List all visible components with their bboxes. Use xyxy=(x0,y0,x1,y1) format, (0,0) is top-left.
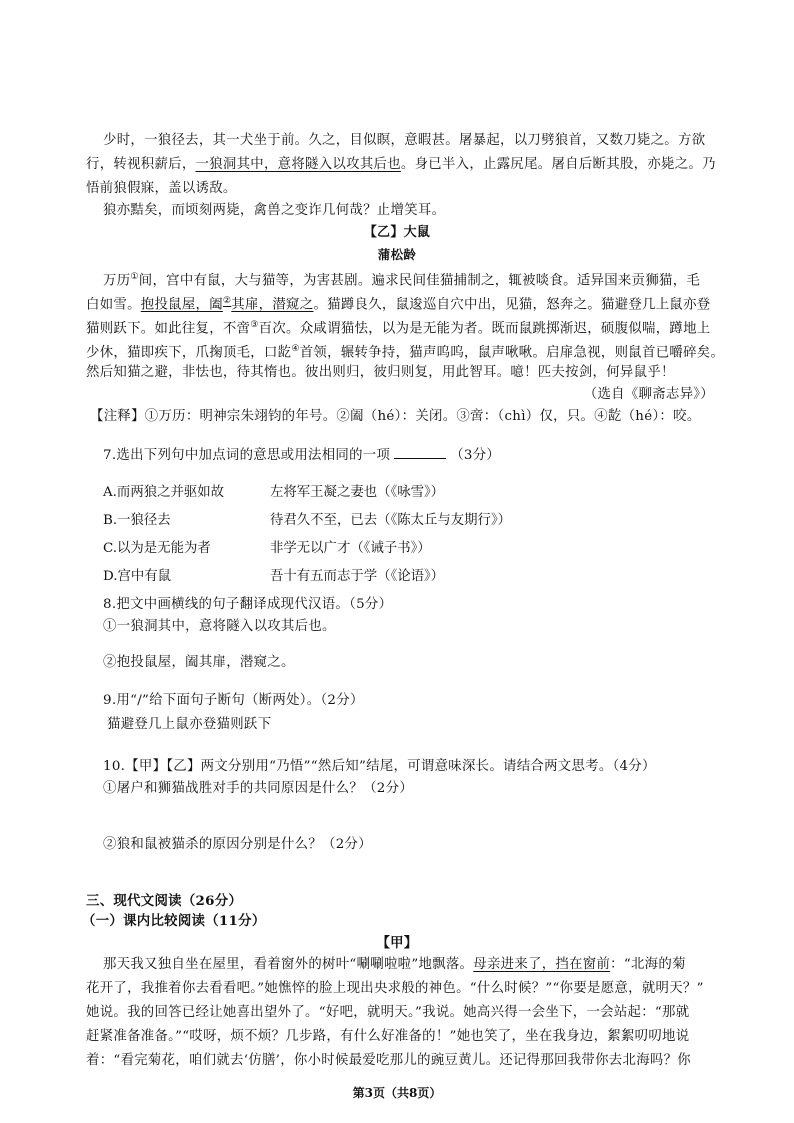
q7-option-c-compare: 非学无以广才（《诫子书》） xyxy=(270,541,431,556)
jia-line-3: 悟前狼假寐，盖以诱敌。 xyxy=(86,181,237,196)
s3-para-line-4: 赶紧准备准备。”“哎呀，烦不烦？几步路，有什么好准备的！”她也笑了，坐在我身边，絮絮叨叨地说 xyxy=(86,1029,690,1044)
yi-heading: 【乙】大鼠 xyxy=(363,225,431,240)
jia-line-2: 行，转视积薪后，一狼洞其中，意将隧入以攻其后也。身已半入，止露尻尾。屠自后断其股，亦毙之。乃 xyxy=(86,157,716,172)
q9-sentence: 猫避登几上鼠亦登猫则跃下 xyxy=(107,717,272,732)
yi-line-1: 万历①间，宫中有鼠，大与猫等，为害甚剧。遍求民间佳猫捕制之，辄被啖食。适异国来贡狮猫，毛 xyxy=(103,272,701,289)
s3-underlined-phrase: 母亲进来了，挡在窗前 xyxy=(473,957,611,972)
s3-para-line-5: 着：“看完菊花，咱们就去‘仿膳’，你小时候最爱吃那儿的豌豆黄儿。还记得那回我带你去北海吗？你 xyxy=(86,1053,691,1068)
q10-stem: 10.【甲】【乙】两文分别用“乃悟”“然后知”结尾，可谓意味深长。请结合两文思考。（4分） xyxy=(103,759,656,774)
note-marker-4: ④ xyxy=(291,344,300,354)
q7-stem: 7.选出下列句中加点词的意思或用法相同的一项 （3分） xyxy=(103,448,501,463)
section-3-jia-heading: 【甲】 xyxy=(376,935,418,951)
q10-sub-2: ②狼和鼠被猫杀的原因分别是什么？（2分） xyxy=(103,837,372,852)
jia-line-1: 少时，一狼径去，其一犬坐于前。久之，目似瞑，意暇甚。屠暴起，以刀劈狼首，又数刀毙之。方欲 xyxy=(103,133,706,148)
q7-option-b-compare: 待君久不至，已去（《陈太丘与友期行》） xyxy=(270,513,512,528)
yi-underlined-b: 其扉，潜窥之 xyxy=(231,297,314,313)
yi-line-5: 然后知猫之避，非怯也，待其惰也。彼出则归，彼归则复，用此智耳。噫！匹夫按剑，何异鼠乎！ xyxy=(86,365,675,380)
yi-line-2: 白如雪。抱投鼠屋，阖②其扉，潜窥之。猫蹲良久，鼠逡巡自穴中出，见猫，怒奔之。猫避登几上鼠亦登 xyxy=(86,296,711,313)
yi-source: （选自《聊斋志异》） xyxy=(583,387,714,402)
yi-line-3: 猫则跃下。如此往复，不啻③百次。众咸谓猫怯，以为是无能为者。既而鼠跳掷渐迟，硕腹似喘，蹲地上 xyxy=(86,320,711,337)
note-marker-2: ② xyxy=(222,296,232,306)
yi-author: 蒲松龄 xyxy=(377,247,417,262)
q7-answer-blank[interactable] xyxy=(394,446,446,459)
q9-stem: 9.用“/”给下面句子断句（断两处）。（2分） xyxy=(103,693,364,708)
section-3-subtitle: （一）课内比较阅读（11分） xyxy=(82,913,266,929)
q7-option-b: B.一狼径去 xyxy=(103,513,171,528)
q10-sub-1: ①屠户和狮猫战胜对手的共同原因是什么？（2分） xyxy=(103,781,414,796)
jia-underlined-sentence: 一狼洞其中，意将隧入以攻其后也 xyxy=(195,157,401,172)
yi-notes: 【注释】①万历：明神宗朱翊钧的年号。②阖（hé）：关闭。③啻：（chì）仅，只。④龁（hé）：咬。 xyxy=(90,409,701,424)
q7-option-d: D.宫中有鼠 xyxy=(103,569,172,584)
yi-underlined-a: 抱投鼠屋，阖 xyxy=(140,297,223,313)
note-marker-3: ③ xyxy=(250,320,259,330)
note-marker-1: ① xyxy=(130,272,139,282)
q8-stem: 8.把文中画横线的句子翻译成现代汉语。（5分） xyxy=(103,597,393,612)
s3-para-line-1: 那天我又独自坐在屋里，看着窗外的树叶“唰唰啦啦”地飘落。母亲进来了，挡在窗前：“北海的菊 xyxy=(103,957,686,972)
q7-option-d-compare: 吾十有五而志于学（《论语》） xyxy=(270,569,445,584)
yi-line-4: 少休，猫即疾下，爪掬顶毛，口龁④首领，辗转争持，猫声呜呜，鼠声啾啾。启扉急视，则鼠首已嚼碎矣。 xyxy=(86,344,725,361)
q8-sentence-2: ②抱投鼠屋，阖其扉，潜窥之。 xyxy=(103,655,295,670)
s3-para-line-2: 花开了，我推着你去看看吧。”她憔悴的脸上现出央求般的神色。“什么时候？”“你要是愿意，就明天？” xyxy=(86,981,704,996)
s3-para-line-3: 她说。我的回答已经让她喜出望外了。“好吧，就明天。”我说。她高兴得一会坐下，一会站起：“那就 xyxy=(86,1005,690,1020)
q7-option-a: A.而两狼之并驱如故 xyxy=(103,485,225,500)
q7-option-a-compare: 左将军王凝之妻也（《咏雪》） xyxy=(270,485,445,500)
q7-option-c: C.以为是无能为者 xyxy=(103,541,211,556)
section-3-title: 三、现代文阅读（26分） xyxy=(86,893,243,909)
q8-sentence-1: ①一狼洞其中，意将隧入以攻其后也。 xyxy=(103,619,336,634)
page-footer: 第3页（共8页） xyxy=(352,1086,442,1100)
jia-line-4: 狼亦黠矣，而顷刻两毙，禽兽之变诈几何哉？止增笑耳。 xyxy=(103,203,446,218)
